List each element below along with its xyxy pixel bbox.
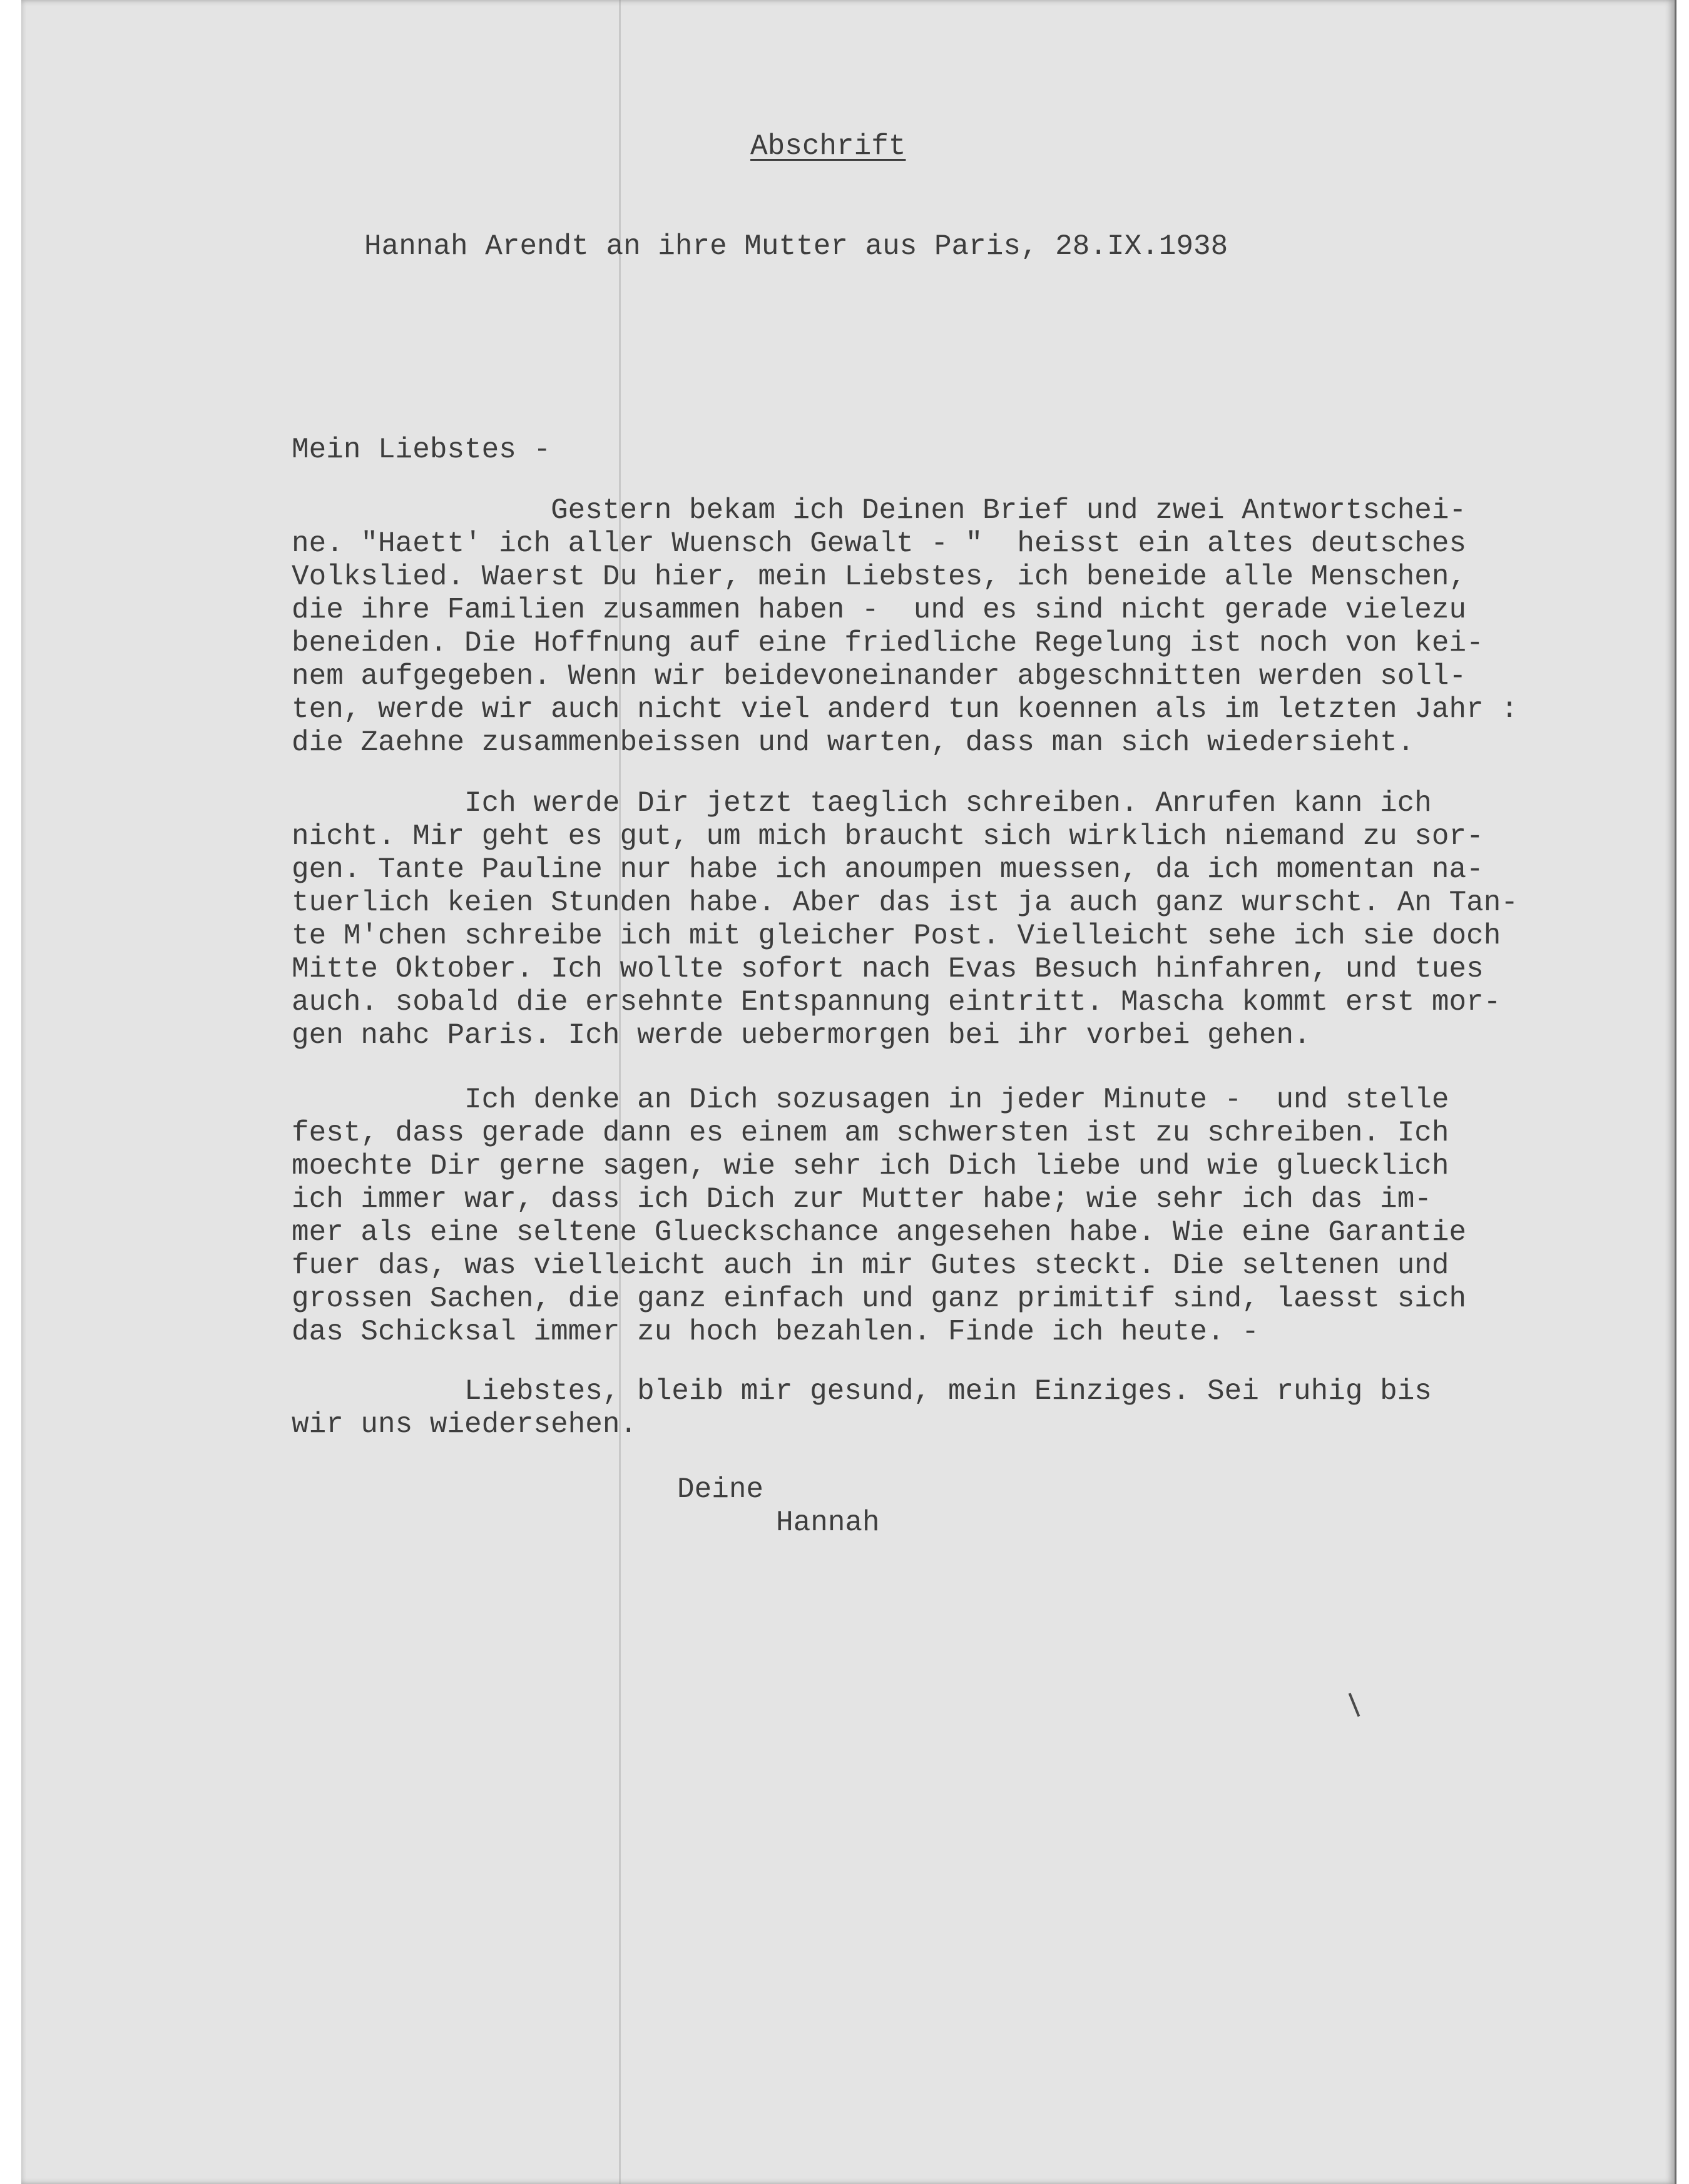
closing: Deine	[677, 1473, 764, 1506]
salutation: Mein Liebstes -	[292, 434, 551, 466]
document-title: Abschrift	[750, 130, 906, 163]
document-subtitle: Hannah Arendt an ihre Mutter aus Paris, 28.IX.1938	[364, 230, 1228, 263]
paragraph-4: Liebstes, bleib mir gesund, mein Einziges. Sei ruhig bis wir uns wiedersehen.	[292, 1375, 1432, 1441]
paragraph-1: Gestern bekam ich Deinen Brief und zwei Antwortschei- ne. "Haett' ich aller Wuensch Gewalt - " heisst ein altes deutsches Volkslied. Waerst Du hier, mein Liebstes, ich beneide alle Menschen, die ihre Familien zusammen haben - und es sind nicht gerade vielezu beneiden. Die Hoffnung auf eine friedliche Regelung ist noch von kei- nem aufgegeben. Wenn wir beidevoneinander abgeschnitten werden soll- ten, werde wir auch nicht viel anderd tun koennen als im letzten Jahr : die Zaehne zusammenbeissen und warten, dass man sich wiedersieht.	[292, 494, 1518, 759]
pencil-mark	[1349, 1693, 1360, 1717]
signature-name: Hannah	[776, 1506, 880, 1539]
letter-page	[21, 0, 1676, 2184]
paragraph-3: Ich denke an Dich sozusagen in jeder Minute - und stelle fest, dass gerade dann es einem am schwersten ist zu schreiben. Ich moechte Dir gerne sagen, wie sehr ich Dich liebe und wie gluecklich ich immer war, dass ich Dich zur Mutter habe; wie sehr ich das im- mer als eine seltene Glueckschance angesehen habe. Wie eine Garantie fuer das, was vielleicht auch in mir Gutes steckt. Die seltenen und grossen Sachen, die ganz einfach und ganz primitif sind, laesst sich das Schicksal immer zu hoch bezahlen. Finde ich heute. -	[292, 1084, 1467, 1348]
paragraph-2: Ich werde Dir jetzt taeglich schreiben. Anrufen kann ich nicht. Mir geht es gut, um mich braucht sich wirklich niemand zu sor- gen. Tante Pauline nur habe ich anoumpen muessen, da ich momentan na- tuerlich keien Stunden habe. Aber das ist ja auch ganz wurscht. An Tan- te M'chen schreibe ich mit gleicher Post. Vielleicht sehe ich sie doch Mitte Oktober. Ich wollte sofort nach Evas Besuch hinfahren, und tues auch. sobald die ersehnte Entspannung eintritt. Mascha kommt erst mor- gen nahc Paris. Ich werde uebermorgen bei ihr vorbei gehen.	[292, 787, 1518, 1052]
